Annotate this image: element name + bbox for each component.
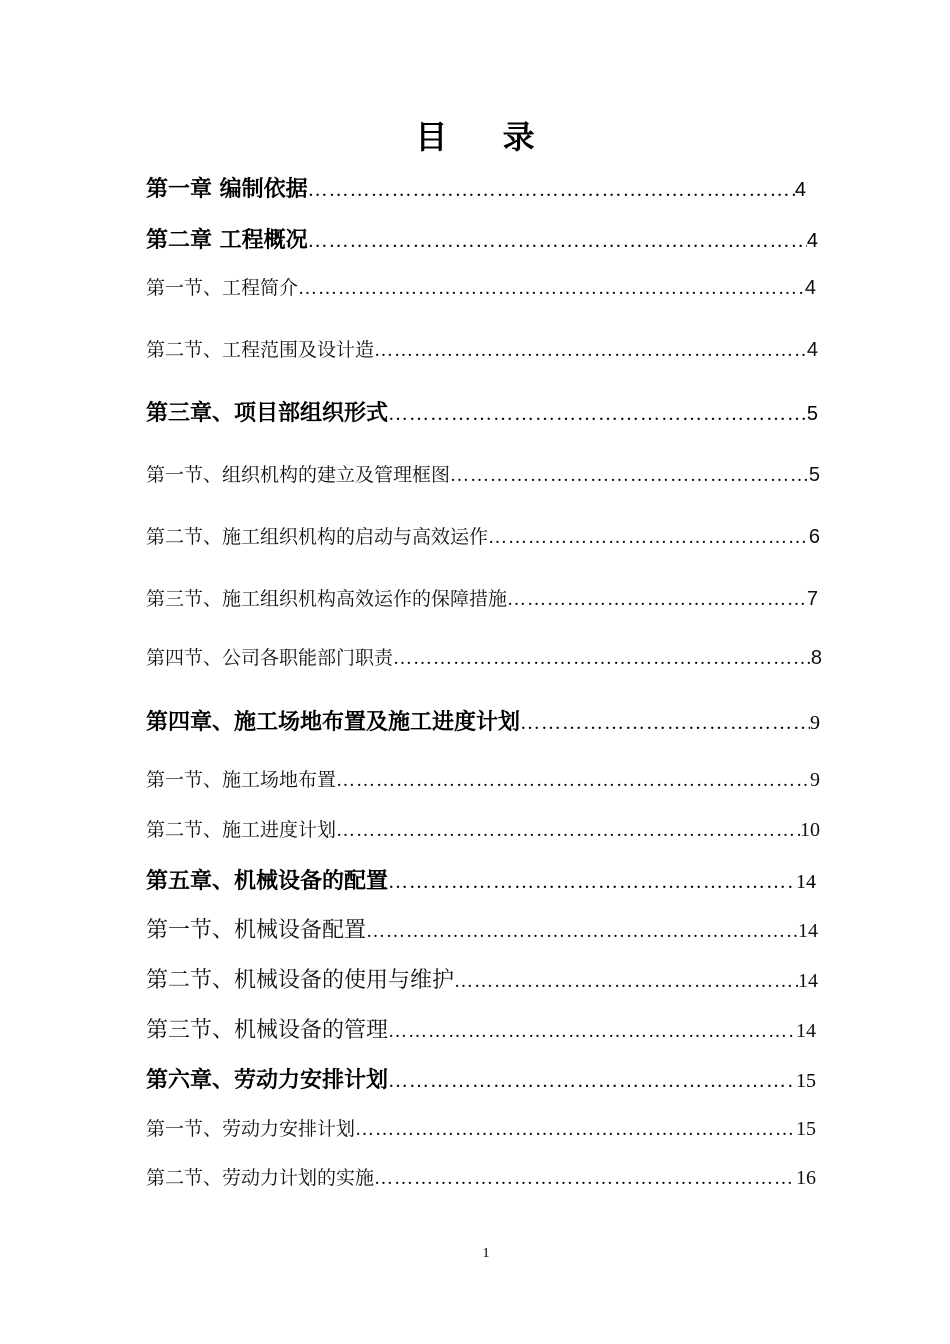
toc-entry-label: 第一节、劳动力安排计划 [146,1118,356,1140]
toc-entry-label: 第一章 编制依据 [146,177,308,202]
toc-entry-section-2-2[interactable] [146,335,818,362]
toc-entry-label: 第一节、机械设备配置 [146,918,367,943]
toc-title: 目 录 [415,118,557,156]
toc-entry-page: 14 [798,970,818,992]
toc-entry-page: 4 [806,230,818,252]
toc-entry-label: 第二章 工程概况 [146,228,308,253]
toc-entry-page: 4 [804,277,816,299]
toc-entry-page: 14 [798,920,818,942]
dot-leader [374,1168,796,1190]
toc-entry-label: 第一节、工程简介 [146,277,299,299]
toc-entry-section-5-2[interactable] [146,963,818,994]
toc-entry-chapter-1[interactable] [146,172,806,203]
toc-entry-chapter-3[interactable] [146,396,818,427]
toc-entry-page: 15 [796,1118,816,1140]
toc-entry-page: 15 [796,1070,816,1092]
toc-entry-label: 第二节、劳动力计划的实施 [146,1167,375,1189]
toc-entry-label: 第三节、施工组织机构高效运作的保障措施 [146,588,508,610]
dot-leader [388,1070,796,1093]
toc-entry-section-4-1[interactable] [146,765,820,792]
dot-leader [308,230,807,253]
toc-entry-page: 14 [796,871,816,893]
toc-entry-page: 7 [806,588,818,610]
toc-entry-label: 第二节、施工组织机构的启动与高效运作 [146,526,489,548]
dot-leader [388,403,807,426]
toc-entry-label: 第六章、劳动力安排计划 [146,1068,389,1093]
toc-entry-page: 10 [800,819,820,841]
toc-entry-page: 9 [810,769,820,791]
toc-entry-section-3-1[interactable] [146,460,820,487]
dot-leader [507,589,807,611]
dot-leader [298,278,805,300]
toc-entry-chapter-4[interactable] [146,705,820,736]
toc-entry-label: 第二节、施工进度计划 [146,819,337,841]
toc-entry-section-3-3[interactable] [146,584,818,611]
toc-entry-section-5-3[interactable] [146,1013,816,1044]
toc-entry-section-2-1[interactable] [146,273,816,300]
toc-entry-label: 第五章、机械设备的配置 [146,869,389,894]
toc-entry-label: 第三节、机械设备的管理 [146,1018,389,1043]
toc-entry-label: 第一节、组织机构的建立及管理框图 [146,464,451,486]
toc-entry-chapter-2[interactable] [146,223,818,254]
toc-entry-label: 第四节、公司各职能部门职责 [146,647,394,669]
dot-leader [450,465,809,487]
toc-entry-page: 16 [796,1167,816,1189]
toc-entry-label: 第三章、项目部组织形式 [146,401,389,426]
dot-leader [374,340,807,362]
toc-entry-page: 5 [808,464,820,486]
toc-entry-section-3-2[interactable] [146,522,820,549]
toc-entry-page: 14 [796,1020,816,1042]
toc-entry-section-6-2[interactable] [146,1163,816,1190]
dot-leader [454,971,798,993]
toc-entry-page: 4 [806,339,818,361]
toc-entry-label: 第二节、机械设备的使用与维护 [146,968,455,993]
toc-entry-section-6-1[interactable] [146,1114,816,1141]
toc-entry-label: 第一节、施工场地布置 [146,769,337,791]
dot-leader [520,712,810,735]
toc-entry-section-3-4[interactable] [146,643,822,670]
dot-leader [336,770,810,792]
toc-entry-section-4-2[interactable] [146,815,820,842]
dot-leader [336,820,800,842]
dot-leader [366,921,798,943]
dot-leader [355,1119,796,1141]
dot-leader [388,1021,796,1043]
toc-entry-page: 6 [808,526,820,548]
dot-leader [488,527,809,549]
dot-leader [308,179,795,202]
toc-entry-page: 5 [806,403,818,425]
toc-entry-chapter-6[interactable] [146,1063,816,1094]
dot-leader [388,871,796,894]
toc-entry-label: 第二节、工程范围及设计造 [146,339,375,361]
toc-entry-page: 8 [810,647,822,669]
page-number: 1 [482,1246,490,1261]
toc-entry-section-5-1[interactable] [146,913,818,944]
toc-entry-chapter-5[interactable] [146,864,816,895]
toc-entry-page: 9 [810,712,820,734]
toc-entry-label: 第四章、施工场地布置及施工进度计划 [146,710,521,735]
dot-leader [393,648,811,670]
toc-entry-page: 4 [794,179,806,201]
